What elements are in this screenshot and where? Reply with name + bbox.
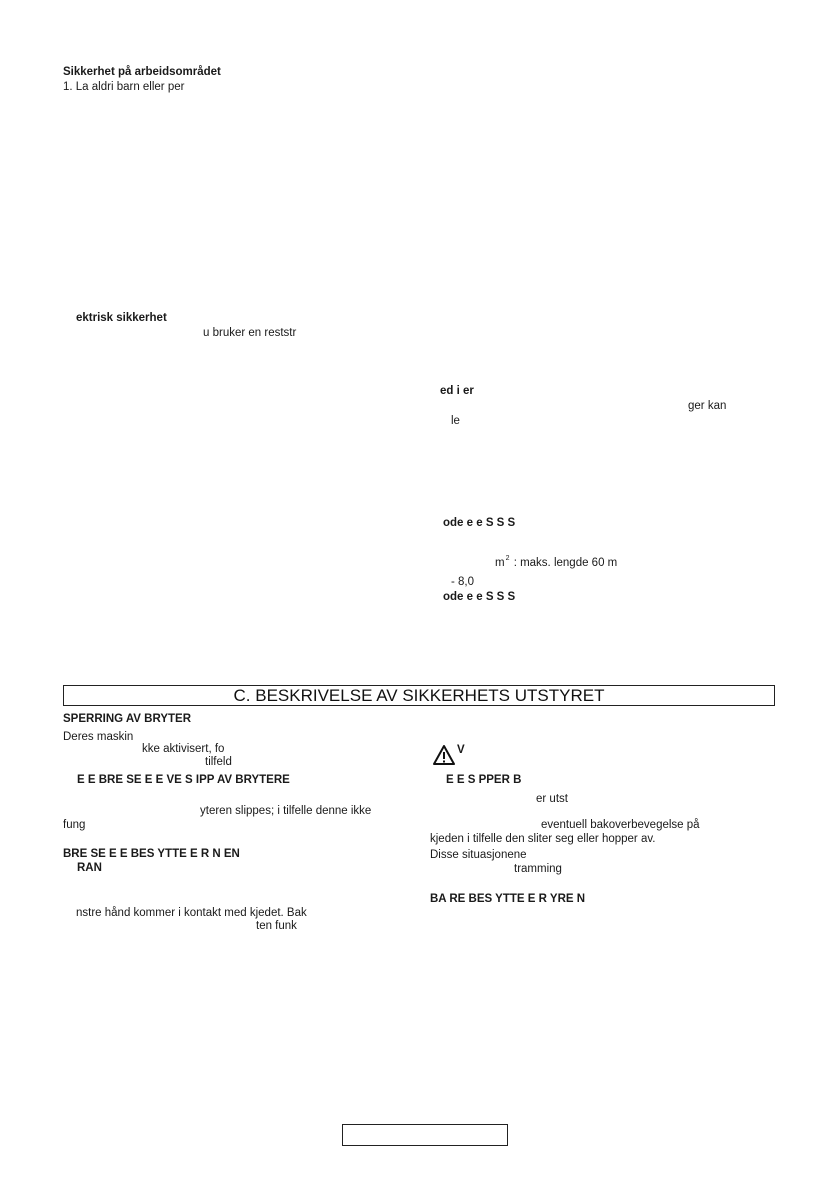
section-banner	[63, 685, 775, 706]
right-lower-line-5: Disse situasjonene	[430, 849, 527, 861]
work-area-item-1: 1. La aldri barn eller per	[63, 81, 185, 93]
electrical-heading: ektrisk sikkerhet	[76, 312, 167, 324]
left-line-4: E E BRE SE E E VE S IPP AV BRYTERE	[77, 774, 290, 786]
left-line-6: fung	[63, 819, 86, 831]
right-lower-line-7: BA RE BES YTTE E R YRE N	[430, 893, 586, 905]
warning-letter: V	[457, 744, 465, 756]
page-number-box	[342, 1124, 508, 1146]
right-fragment-a: ed i er	[440, 385, 474, 397]
left-line-9: nstre hånd kommer i kontakt med kjedet. Bak	[76, 907, 307, 919]
right-lower-line-4: kjeden i tilfelle den sliter seg eller hopper av.	[430, 833, 656, 845]
right-fragment-f: - 8,0	[451, 576, 475, 588]
switch-lock-heading: SPERRING AV BRYTER	[63, 713, 192, 725]
warning-triangle-icon	[432, 744, 456, 766]
right-fragment-d: ode e e S S S	[443, 517, 516, 529]
right-lower-line-1: E E S PPER B	[446, 774, 522, 786]
right-fragment-c: le	[451, 415, 460, 427]
right-fragment-e: $m^2$ : maks. lengde 60 m	[495, 555, 618, 569]
right-lower-line-6: tramming	[514, 863, 562, 875]
left-line-10: ten funk	[256, 920, 297, 932]
left-line-2: kke aktivisert, fo	[142, 743, 225, 755]
right-lower-line-2: er utst	[536, 793, 568, 805]
right-lower-line-3: eventuell bakoverbevegelse på	[541, 819, 700, 831]
right-fragment-g: ode e e S S S	[443, 591, 516, 603]
section-banner-title: C. BESKRIVELSE AV SIKKERHETS UTSTYRET	[233, 686, 605, 705]
left-line-7: BRE SE E E BES YTTE E R N EN	[63, 848, 240, 860]
left-line-5: yteren slippes; i tilfelle denne ikke	[200, 805, 372, 817]
left-line-1: Deres maskin	[63, 731, 134, 743]
work-area-heading: Sikkerhet på arbeidsområdet	[63, 66, 221, 78]
left-line-3: tilfeld	[205, 756, 232, 768]
electrical-line: u bruker en reststr	[203, 327, 297, 339]
right-fragment-b: ger kan	[688, 400, 727, 412]
left-line-8: RAN	[77, 862, 102, 874]
